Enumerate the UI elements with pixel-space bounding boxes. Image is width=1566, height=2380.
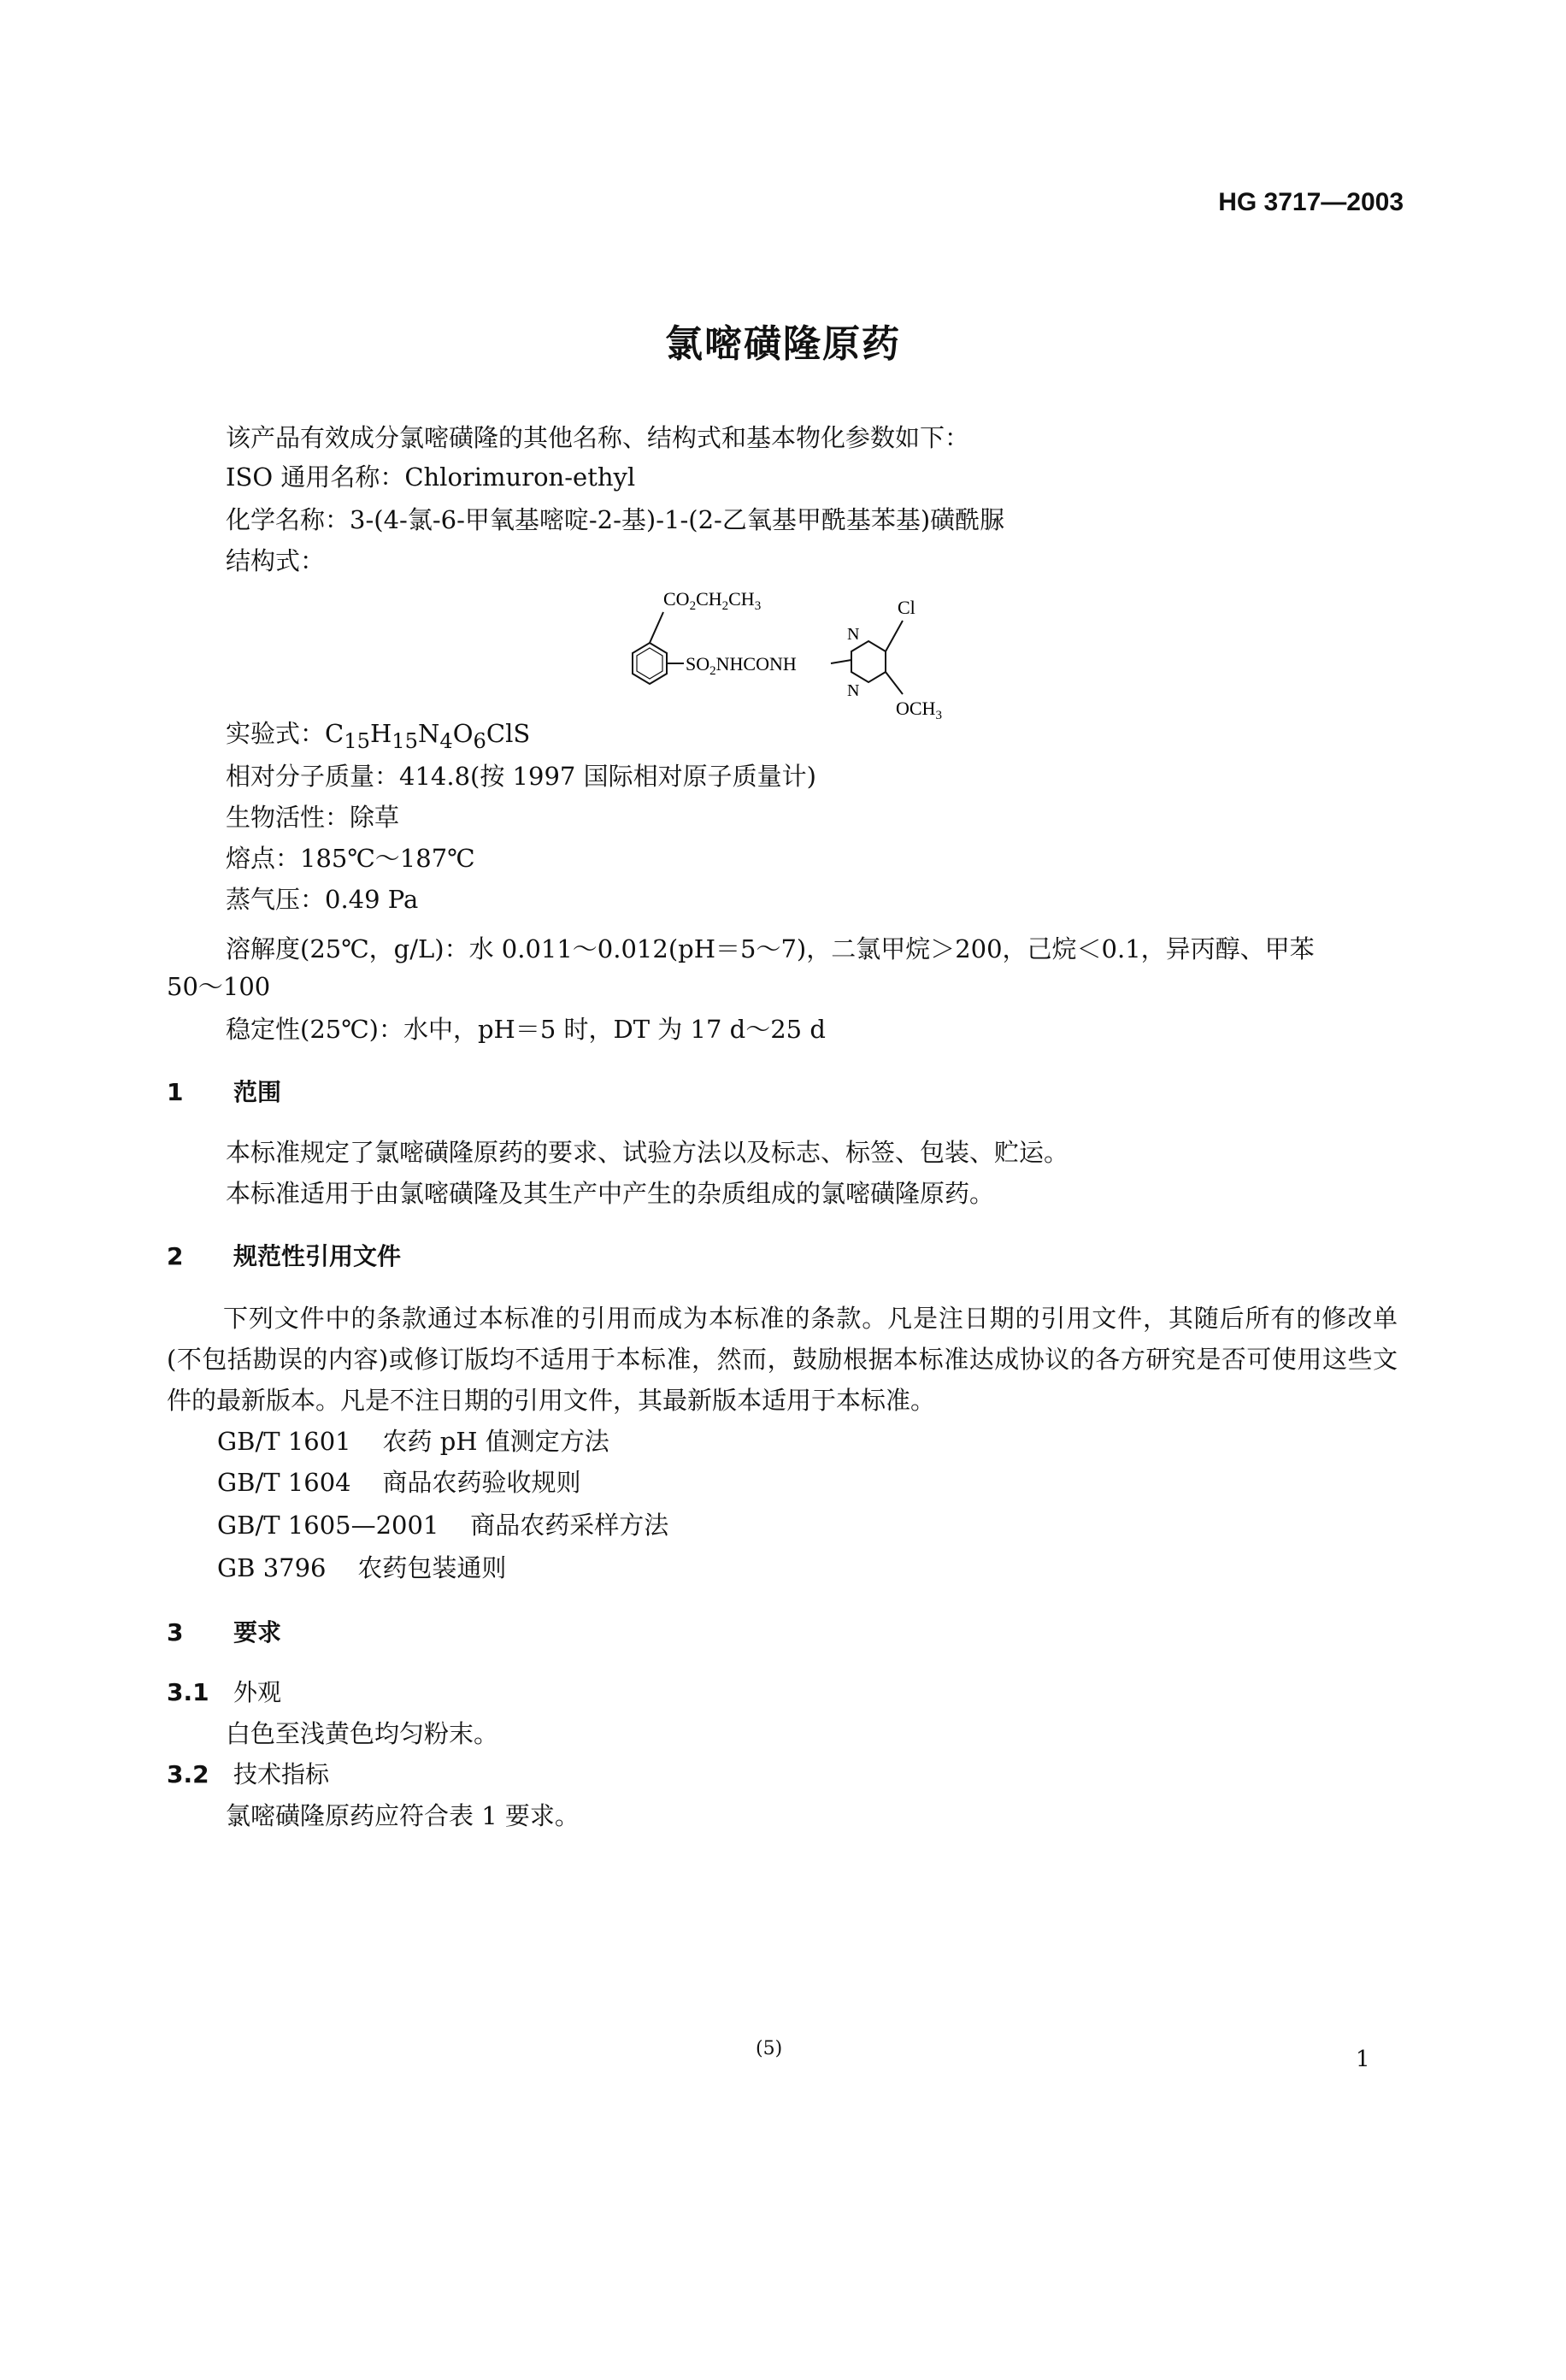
reference-item: GB 3796 农药包装通则 [217,1553,507,1582]
section-2-heading: 2 规范性引用文件 [167,1242,402,1270]
reference-item: GB/T 1601 农药 pH 值测定方法 [217,1427,609,1456]
section-3-2-heading: 3.2 技术指标 [167,1760,330,1788]
section-3-1-heading: 3.1 外观 [167,1678,282,1706]
chloro-group: Cl [898,597,915,618]
ring-nitrogen-top: N [847,625,860,644]
section-2-para: 下列文件中的条款通过本标准的引用而成为本标准的条款。凡是注日期的引用文件，其随后所有的修改单(不包括勘误的内容)或修订版均不适用于本标准，然而，鼓励根据本标准达成协议的各方研究是否可使用这些文件的最新版本。凡是不注日期的引用文件，其最新版本适用于本标准。 [167,1304,1398,1415]
iso-name: ISO 通用名称：Chlorimuron-ethyl [226,462,636,492]
reference-item: GB/T 1605—2001 商品农药采样方法 [217,1511,669,1540]
section-1-heading: 1 范围 [167,1078,282,1106]
section-3-heading: 3 要求 [167,1618,282,1647]
benzene-ring [633,643,667,684]
section-1-para-1: 本标准规定了氯嘧磺隆原药的要求、试验方法以及标志、标签、包装、贮运。 [226,1138,1069,1167]
solubility-line-2: 50～100 [167,972,271,1001]
structure-label: 结构式： [226,546,326,575]
reference-item: GB/T 1604 商品农药验收规则 [217,1468,581,1497]
stability: 稳定性(25℃)：水中，pH＝5 时，DT 为 17 d～25 d [226,1015,826,1044]
solubility-line-1: 溶解度(25℃，g/L)：水 0.011～0.012(pH＝5～7)，二氯甲烷＞200，己烷＜0.1，异丙醇、甲苯 [226,934,1315,963]
molecular-weight: 相对分子质量：414.8(按 1997 国际相对原子质量计) [226,762,816,791]
methoxy-group: $OCH_3$ [896,698,942,722]
page-number: 1 [1356,2047,1370,2072]
section-3-1-text: 白色至浅黄色均匀粉末。 [226,1719,499,1748]
vapor-pressure: 蒸气压：0.49 Pa [226,885,419,914]
section-1-para-2: 本标准适用于由氯嘧磺隆及其生产中产生的杂质组成的氯嘧磺隆原药。 [226,1179,995,1208]
pyrimidine-ring [851,641,886,682]
empirical-formula: 实验式：$C_{15}H_{15}N_4O_6ClS$ [226,719,531,753]
sulfonylurea-group: $SO_2NHCONH$ [686,653,797,678]
ester-group: $CO_2CH_2CH_3$ [663,588,762,613]
standard-number: HG 3717—2003 [1218,188,1404,216]
intro-lead: 该产品有效成分氯嘧磺隆的其他名称、结构式和基本物化参数如下： [226,423,970,452]
folio-number: (5) [756,2038,783,2059]
melting-point: 熔点：185℃～187℃ [226,844,475,873]
structural-formula [598,578,992,723]
document-title: 氯嘧磺隆原药 [665,322,901,366]
bioactivity: 生物活性：除草 [226,803,400,832]
chemical-name: 化学名称：3-(4-氯-6-甲氧基嘧啶-2-基)-1-(2-乙氧基甲酰基苯基)磺酰脲 [226,505,1005,534]
section-3-2-text: 氯嘧磺隆原药应符合表 1 要求。 [226,1801,580,1830]
ring-nitrogen-bottom: N [847,681,860,700]
